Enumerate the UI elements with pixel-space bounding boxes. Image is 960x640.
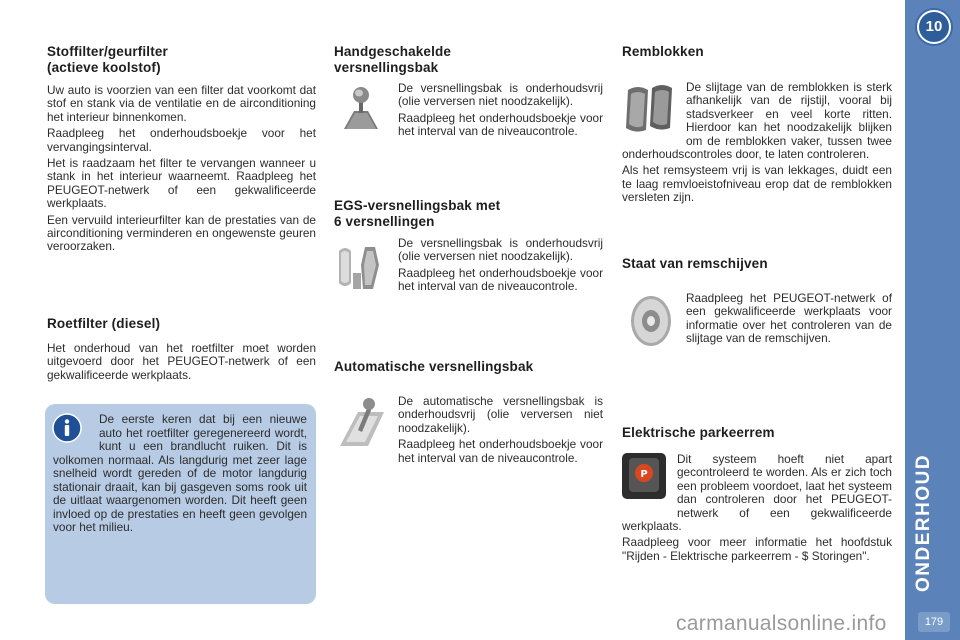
icon-spacer xyxy=(622,81,686,135)
particle-filter-text xyxy=(47,342,316,385)
title-line: 6 versnellingen xyxy=(334,214,435,229)
section-title-brake-discs: Staat van remschijven xyxy=(622,256,768,271)
section-title-egs-gearbox xyxy=(334,198,604,230)
title-line: EGS-versnellingsbak met xyxy=(334,198,501,213)
watermark: carmanualsonline.info xyxy=(676,612,887,635)
paragraph: Raadpleeg het onderhoudsboekje voor het interval van de niveaucontrole. xyxy=(398,110,603,139)
paragraph: Een vervuild interieurfilter kan de prestaties van de airconditioning verminderen en ongewenste geuren veroorzaken. xyxy=(47,212,316,254)
egs-gearbox-text xyxy=(398,237,603,297)
text: De slijtage van de remblokken is sterk afhankelijk van de rijstijl, vooral bij stadsverkeer en veel korte ritten. Hierdoor kan het noodzakelijk blijken om de remblokken vaker, tussen twee onderhoudscontroles door, te laten controleren. xyxy=(622,80,892,162)
title-line: Stoffilter/geurfilter xyxy=(47,44,168,59)
paragraph: Het onderhoud van het roetfilter moet worden uitgevoerd door het PEUGEOT-netwerk of een gekwalificeerde werkplaats. xyxy=(47,341,316,382)
brake-discs-text xyxy=(686,292,892,349)
gear-lever-icon xyxy=(340,85,382,135)
paragraph: De versnellingsbak is onderhoudsvrij (olie verversen niet noodzakelijk). xyxy=(398,81,603,109)
paragraph: Raadpleeg het PEUGEOT-netwerk of een gekwalificeerde werkplaats voor informatie over het controleren van de slijtage van de remschijven. xyxy=(686,291,892,346)
paragraph: Het is raadzaam het filter te vervangen wanneer u stank in het interieur waarneemt. Raadpleeg het PEUGEOT-netwerk of een gekwalificeerde werkplaats. xyxy=(47,156,316,211)
manual-gearbox-text xyxy=(398,82,603,142)
section-title-brake-pads: Remblokken xyxy=(622,44,704,59)
title-line: Handgeschakelde xyxy=(334,44,452,59)
paragraph: Raadpleeg het onderhoudsboekje voor het vervangingsinterval. xyxy=(47,126,316,154)
section-title-electric-parking-brake: Elektrische parkeerrem xyxy=(622,425,775,440)
chapter-number-badge: 10 xyxy=(917,10,951,44)
egs-shift-paddles-icon xyxy=(335,243,383,293)
paragraph: Als het remsysteem vrij is van lekkages, duidt een te laag remvloeistofniveau erop dat de remblokken versleten zijn. xyxy=(622,163,892,205)
icon-spacer xyxy=(53,413,99,453)
electric-parking-brake-text xyxy=(622,453,892,566)
title-line: versnellingsbak xyxy=(334,60,439,75)
section-title-automatic-gearbox: Automatische versnellingsbak xyxy=(334,359,534,374)
paragraph xyxy=(622,453,892,533)
page-number: 179 xyxy=(918,612,950,632)
paragraph: Uw auto is voorzien van een filter dat voorkomt dat stof en stank via de ventilatie en de airconditioning het interieur binnenkomen. xyxy=(47,83,316,124)
automatic-gear-lever-icon xyxy=(338,396,386,450)
cabin-filter-text xyxy=(47,84,316,257)
paragraph: De automatische versnellingsbak is onderhoudsvrij (olie verversen niet noodzakelijk). xyxy=(398,394,603,435)
title-line: (actieve koolstof) xyxy=(47,60,161,75)
text: Dit systeem hoeft niet apart gecontroleerd te worden. Als er zich toch een probleem voordoet, laat het systeem dan controleren door het PEUGEOT-netwerk of een gekwalificeerde werkplaats. xyxy=(622,452,892,534)
svg-text:P: P xyxy=(640,469,648,480)
section-title-manual-gearbox xyxy=(334,44,604,76)
section-title-cabin-filter xyxy=(47,44,317,76)
brake-pads-text xyxy=(622,81,892,208)
info-text: De eerste keren dat bij een nieuwe auto het roetfilter geregenereerd wordt, kunt u een brandlucht ruiken. Dit is volkomen normaal. Als langdurig met zeer lage snelheid wordt gereden of de motor langdurig stationair draait, kan bij gasgeven soms rook uit de uitlaat waargenomen worden. Dit heeft geen invloed op de prestaties en heeft geen gevolgen voor het milieu. xyxy=(53,412,307,534)
info-box-text xyxy=(53,413,307,535)
icon-spacer xyxy=(622,453,677,507)
automatic-gearbox-text xyxy=(398,395,603,468)
section-title-particle-filter: Roetfilter (diesel) xyxy=(47,316,161,331)
paragraph: Raadpleeg het onderhoudsboekje voor het interval van de niveaucontrole. xyxy=(398,265,603,294)
paragraph: De versnellingsbak is onderhoudsvrij (olie verversen niet noodzakelijk). xyxy=(398,236,603,264)
paragraph xyxy=(622,81,892,161)
chapter-title: ONDERHOUD xyxy=(913,453,934,592)
brake-disc-icon xyxy=(627,294,673,348)
paragraph: Raadpleeg het onderhoudsboekje voor het interval van de niveaucontrole. xyxy=(398,437,603,465)
paragraph: Raadpleeg voor meer informatie het hoofdstuk "Rijden - Elektrische parkeerrem - $ Storingen". xyxy=(622,535,892,563)
